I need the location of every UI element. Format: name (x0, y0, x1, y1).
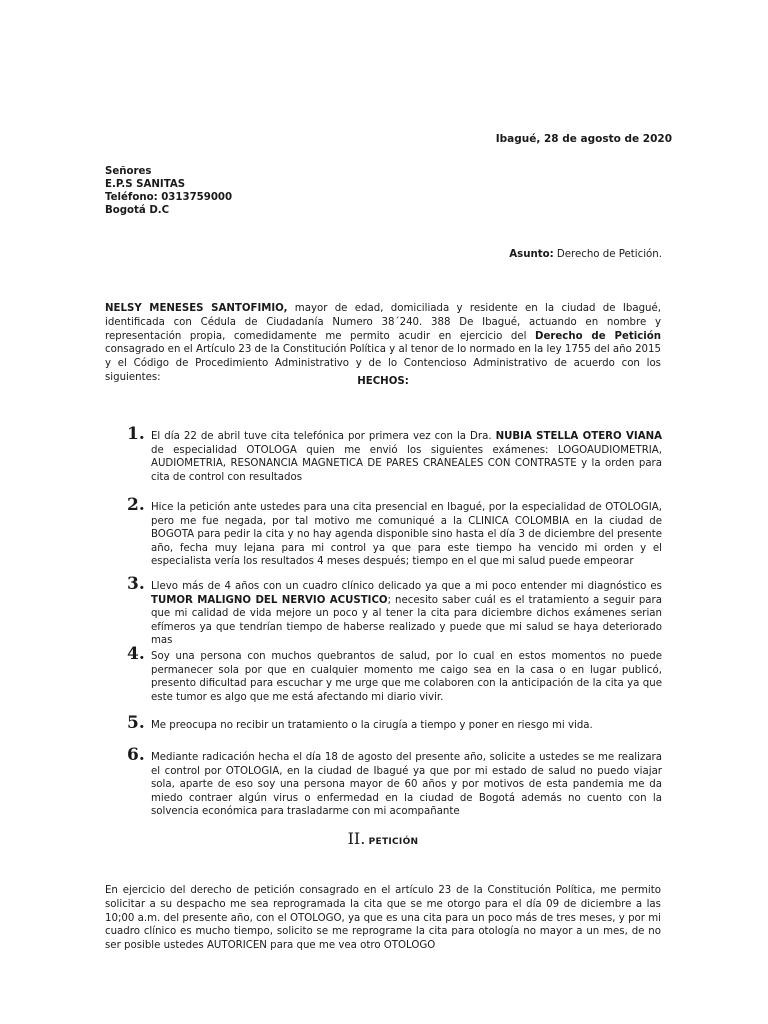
list-item-number: 3. (127, 574, 145, 594)
closing-paragraph: En ejercicio del derecho de petición consagrado en el artículo 23 de la Constitución Política, me permito solicitar a su despacho me sea reprogramada la cita que se me otorgo para el día 09 de diciembre a las 10;00 a.m. del presente año, con el OTOLOGO, ya que es una cita para un poco más de tres meses, y por mi cuadro clínico es mucho tiempo, solicito se me reprograme la cita para otología no mayor a un mes, de no ser posible ustedes AUTORICEN para que me vea otro OTOLOGO (105, 885, 661, 952)
addressee-block (105, 165, 232, 217)
item-text-part: Mediante radicación hecha el día 18 de agosto del presente año, solicite a ustedes se me realizara el control por OTOLOGIA, en la ciudad de Ibagué ya que por mi estado de salud no puedo viajar sola, aparte de eso soy una persona mayor de 60 años y por motivos de esta pandemia me da miedo contraer algún virus o enfermedad en la ciudad de Bogotá además no cuento con la solvencia económica para trasladarme con mi acompañante (151, 752, 662, 818)
list-item-number: 2. (127, 495, 145, 515)
petitioner-name: NELSY MENESES SANTOFIMIO, (105, 303, 288, 314)
list-item-number: 6. (127, 745, 145, 765)
list-item-text (151, 650, 662, 704)
addressee-salutation: Señores (105, 166, 152, 177)
item-text-part: El día 22 de abril tuve cita telefónica por primera vez con la Dra. (151, 431, 496, 442)
item-text-part: Hice la petición ante ustedes para una cita presencial en Ibagué, por la especialidad de OTOLOGIA, pero me fue negada, por tal motivo me comuniqué a la CLINICA COLOMBIA en la ciudad de BOGOTA para pedir la cita y no hay agenda disponible sino hasta el día 3 de diciembre del presente año, fecha muy lejana para mi control ya que para este tiempo ha vencido mi orden y el especialista vería los resultados 4 meses después; tiempo en el que mi salud puede empeorar (151, 502, 662, 568)
intro-paragraph (105, 302, 661, 385)
section-title-peticion (105, 829, 661, 848)
section-roman-numeral: II. (347, 829, 366, 848)
subject-line (430, 249, 662, 260)
list-item-number: 4. (127, 644, 145, 664)
intro-text-2: consagrado en el Artículo 23 de la Constitución Política y al tenor de lo normado en la ley 1755 del año 2015 y el Código de Procedimiento Administrativo y de lo Contencioso Administrativo de acuerdo con los siguientes: (105, 344, 661, 383)
list-item-number: 5. (127, 713, 145, 733)
section-label: PETICIÓN (368, 837, 419, 847)
item-text-part: de especialidad OTOLOGA quien me envió los siguientes exámenes: LOGOAUDIOMETRIA, AUDIOMETRIA, RESONANCIA MAGNETICA DE PARES CRANEALES CON CONTRASTE y la orden para cita de control con resultados (151, 444, 662, 483)
item-text-part: ; necesito saber cuál es el tratamiento a seguir para que mi calidad de vida mejore un poco y al tener la cita para diciembre dichos exámenes serian efímeros ya que tendrían tiempo de haberse realizado y puede que mi salud se haya deteriorado mas (151, 594, 662, 647)
list-item-text (151, 580, 662, 648)
item-text-part: Me preocupa no recibir un tratamiento o la cirugía a tiempo y poner en riesgo mi vida. (151, 720, 593, 731)
subject-text: Derecho de Petición. (553, 249, 662, 260)
item-bold-part: TUMOR MALIGNO DEL NERVIO ACUSTICO (151, 594, 388, 606)
intro-bold-term: Derecho de Petición (534, 330, 661, 342)
intro-text-1: mayor de edad, domiciliada y residente en la ciudad de Ibagué, identificada con Cédula de Ciudadanía Numero 38´240. 388 De Ibagué, actuando en nombre y representación propia, comedidamente me permito acudir en ejercicio del (105, 303, 661, 342)
list-item-text (151, 430, 662, 484)
list-item-number: 1. (127, 424, 145, 444)
item-bold-part: NUBIA STELLA OTERO VIANA (495, 431, 662, 442)
section-title-hechos: HECHOS: (357, 376, 409, 387)
subject-label: Asunto: (509, 249, 554, 260)
letter-date: Ibagué, 28 de agosto de 2020 (495, 133, 672, 145)
list-item-text (151, 501, 662, 569)
item-text-part: Soy una persona con muchos quebrantos de salud, por lo cual en estos momentos no puede permanecer sola por que en cualquier momento me caigo sea en la casa o en lugar publicó, presento dificultad para escuchar y me urge que me colaboren con la anticipación de la cita ya que este tumor es algo que me está afectando mi diario vivir. (151, 651, 662, 703)
list-item-text (151, 751, 662, 819)
item-text-part: Llevo más de 4 años con un cuadro clínico delicado ya que a mi poco entender mi diagnóstico es (151, 581, 662, 592)
addressee-phone: Teléfono: 0313759000 (105, 192, 233, 203)
addressee-city: Bogotá D.C (105, 205, 170, 216)
list-item-text (151, 719, 662, 733)
addressee-company: E.P.S SANITAS (105, 179, 186, 190)
